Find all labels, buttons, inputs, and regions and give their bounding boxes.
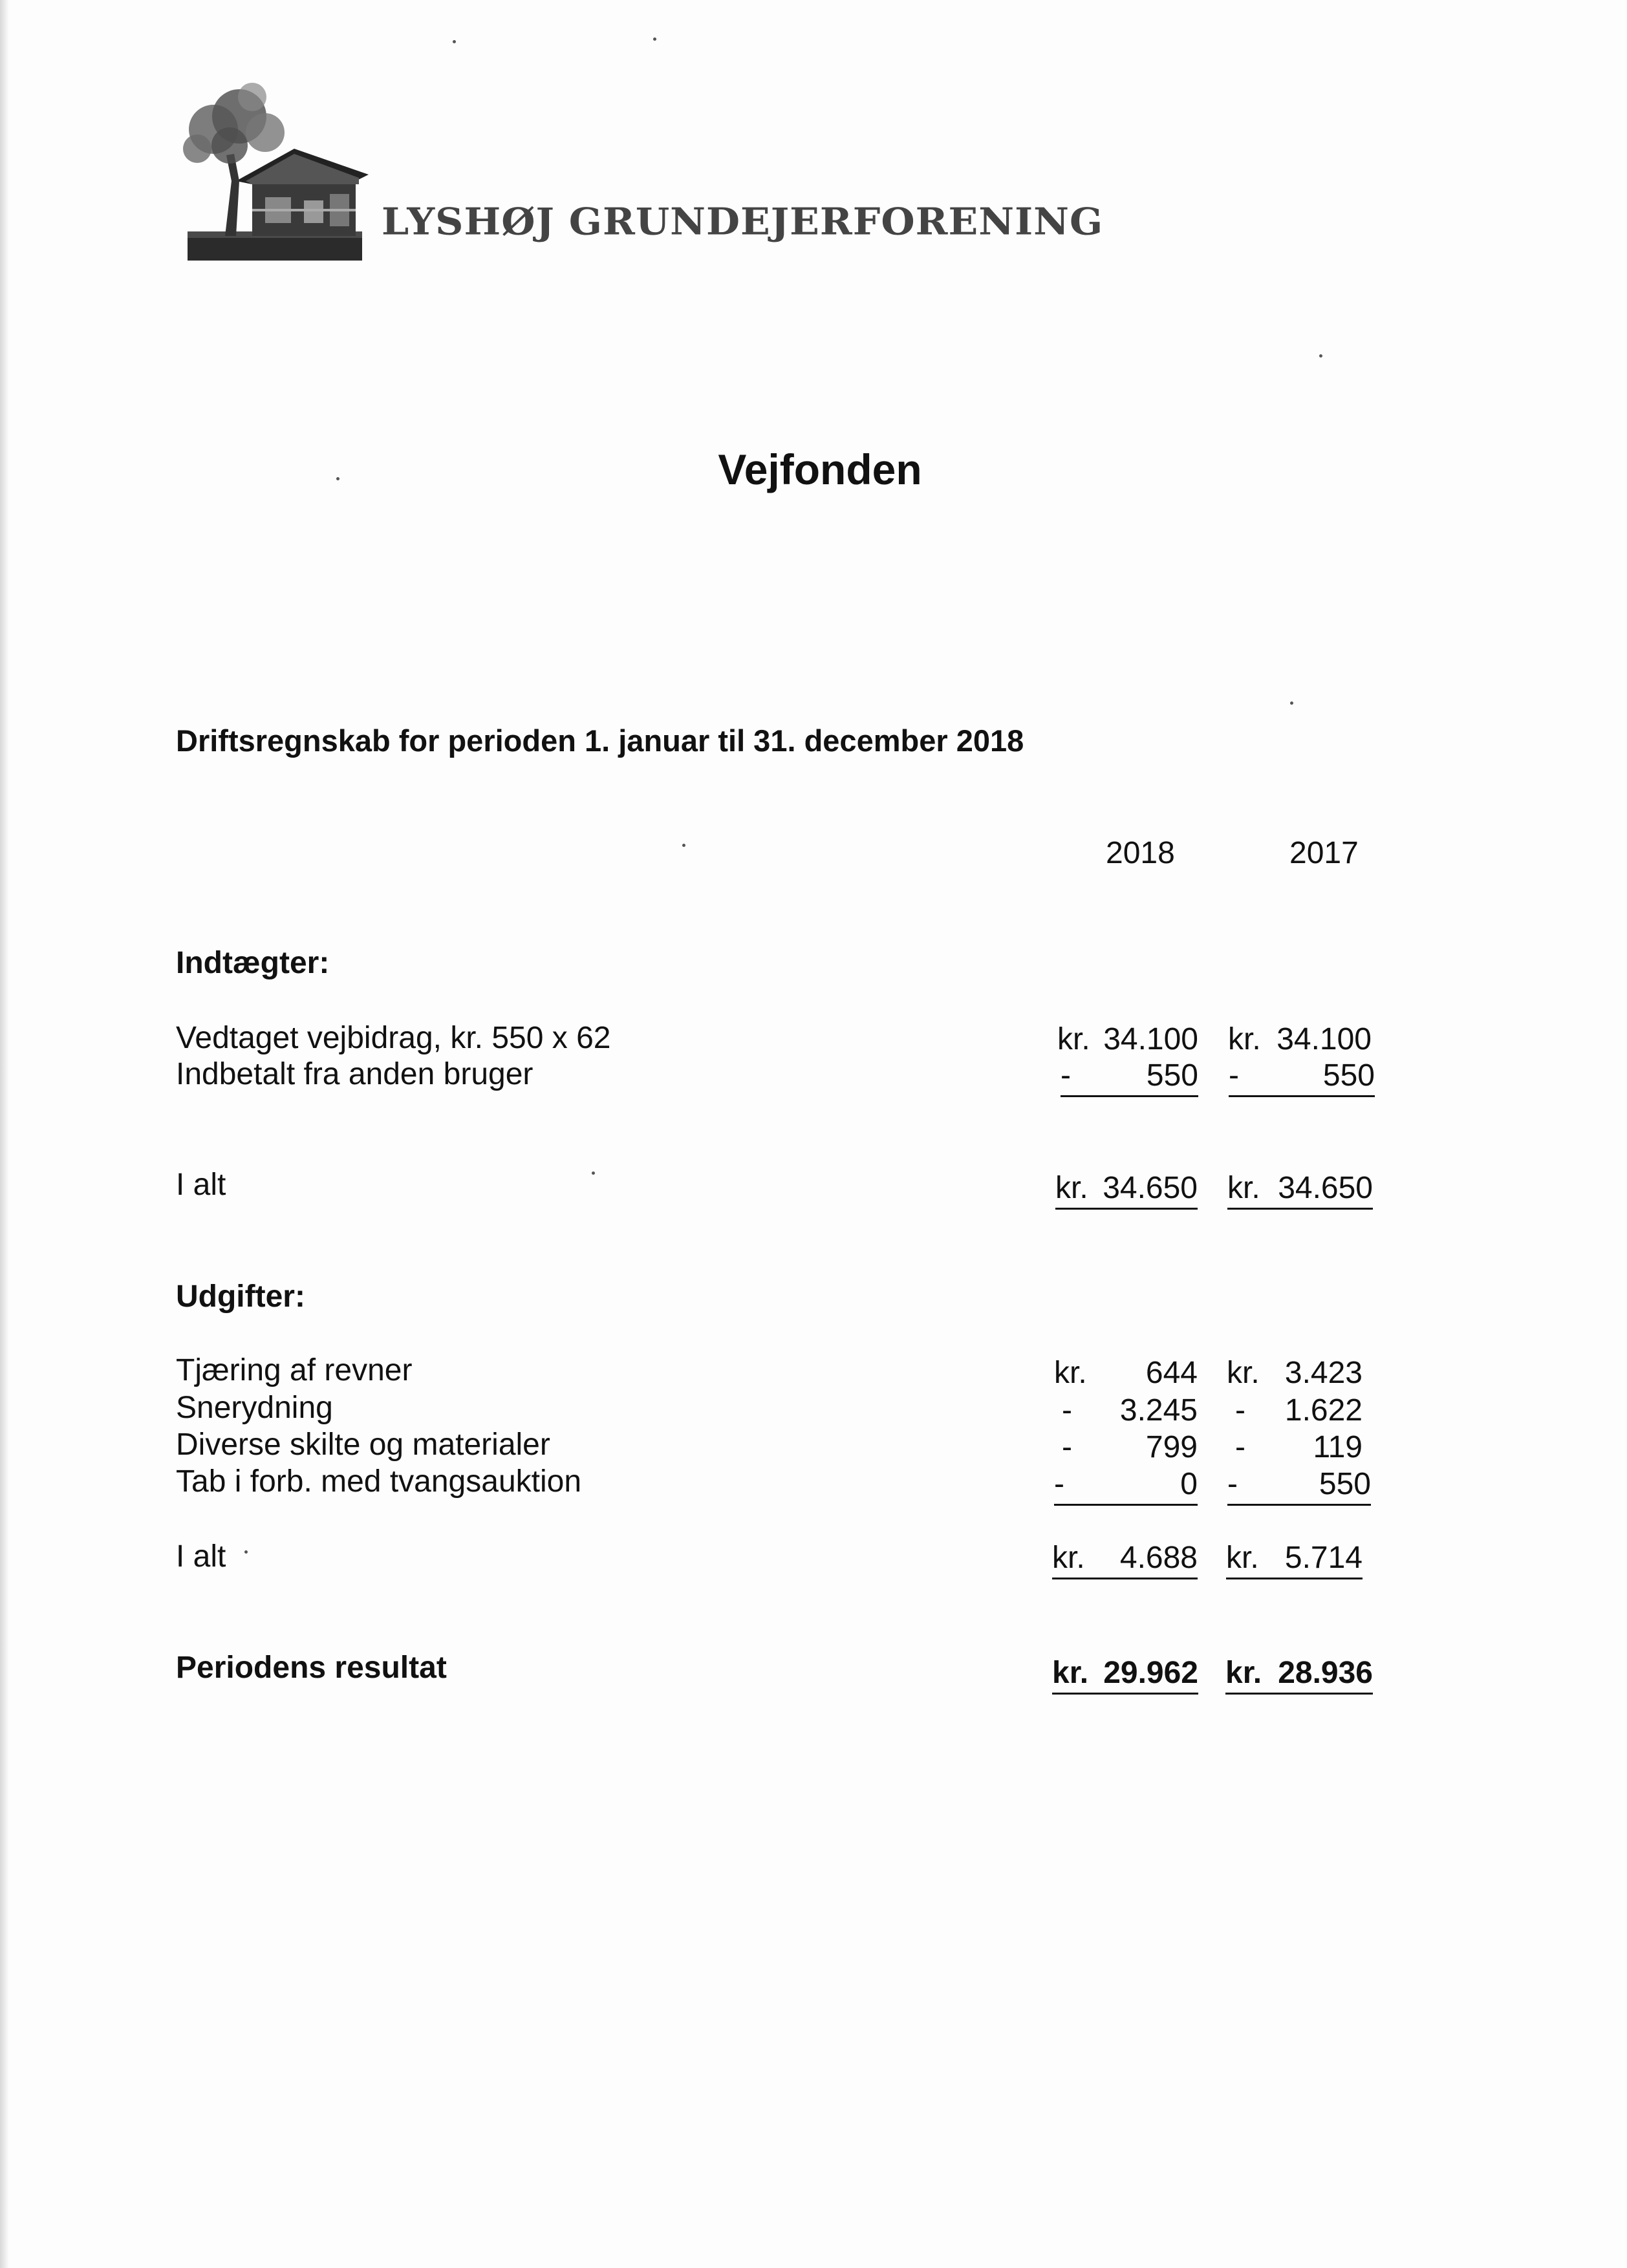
- income-row-label: Indbetalt fra anden bruger: [176, 1057, 533, 1091]
- amount-prefix: kr.: [1228, 1022, 1261, 1056]
- amount-prefix: -: [1229, 1058, 1239, 1093]
- scan-speck: [653, 37, 656, 41]
- scan-speck: [244, 1550, 248, 1554]
- amount-prefix: -: [1061, 1058, 1071, 1093]
- expense-row-amount-2017: [1235, 1429, 1363, 1467]
- amount-value: 550: [1319, 1467, 1371, 1501]
- amount-prefix: -: [1062, 1393, 1072, 1428]
- amount-prefix: kr.: [1052, 1541, 1085, 1575]
- amount-prefix: -: [1054, 1467, 1064, 1501]
- result-label: Periodens resultat: [176, 1651, 447, 1685]
- column-header-2018: 2018: [1106, 836, 1175, 870]
- expense-row-amount-2017: [1235, 1393, 1363, 1430]
- amount-value: 3.423: [1284, 1356, 1363, 1390]
- scan-speck: [1319, 354, 1322, 358]
- expense-row-label: Diverse skilte og materialer: [176, 1428, 550, 1462]
- expense-row-amount-2017: [1227, 1355, 1363, 1393]
- expenses-heading: Udgifter:: [176, 1279, 305, 1314]
- amount-value: 0: [1180, 1467, 1198, 1501]
- result-2018: [1052, 1655, 1198, 1695]
- expense-row-label: Snerydning: [176, 1391, 333, 1425]
- expenses-total-2017: [1226, 1540, 1363, 1579]
- amount-prefix: -: [1227, 1467, 1238, 1501]
- income-total-2017: [1227, 1170, 1373, 1210]
- expense-row-amount-2017: [1227, 1466, 1371, 1506]
- income-row-amount-2018: [1057, 1022, 1198, 1059]
- scan-speck: [453, 40, 456, 43]
- amount-prefix: kr.: [1057, 1022, 1090, 1056]
- amount-prefix: -: [1235, 1430, 1245, 1464]
- amount-value: 5.714: [1284, 1541, 1363, 1575]
- amount-prefix: kr.: [1055, 1171, 1088, 1205]
- income-row-amount-2017: [1229, 1058, 1375, 1097]
- amount-value: 34.650: [1278, 1171, 1373, 1205]
- amount-prefix: kr.: [1227, 1356, 1260, 1390]
- amount-value: 3.245: [1119, 1393, 1198, 1428]
- document-subtitle: Driftsregnskab for perioden 1. januar til 31. december 2018: [176, 723, 1024, 758]
- expense-row-amount-2018: [1062, 1393, 1198, 1430]
- expense-row-label: Tab i forb. med tvangsauktion: [176, 1464, 582, 1499]
- amount-prefix: kr.: [1225, 1656, 1262, 1690]
- scan-speck: [682, 844, 685, 847]
- amount-prefix: kr.: [1227, 1171, 1260, 1205]
- expenses-total-2018: [1052, 1540, 1198, 1579]
- income-total-label: I alt: [176, 1168, 226, 1202]
- amount-value: 550: [1322, 1058, 1375, 1093]
- document-title: Vejfonden: [718, 445, 922, 493]
- organization-name: LYSHØJ GRUNDEJERFORENING: [382, 200, 1104, 244]
- amount-value: 34.650: [1103, 1171, 1198, 1205]
- income-row-amount-2018: [1061, 1058, 1198, 1097]
- expense-row-label: Tjæring af revner: [176, 1353, 413, 1387]
- scan-speck: [592, 1171, 595, 1175]
- amount-value: 644: [1145, 1356, 1198, 1390]
- scan-speck: [336, 477, 339, 480]
- amount-prefix: kr.: [1052, 1656, 1089, 1690]
- column-header-2017: 2017: [1289, 836, 1359, 870]
- income-total-2018: [1055, 1170, 1198, 1210]
- scan-speck: [1290, 701, 1293, 705]
- expense-row-amount-2018: [1062, 1429, 1198, 1467]
- amount-value: 34.100: [1277, 1022, 1372, 1056]
- house-with-tree-icon: [175, 78, 369, 265]
- amount-prefix: kr.: [1226, 1541, 1259, 1575]
- amount-value: 550: [1146, 1058, 1198, 1093]
- expense-row-amount-2018: [1054, 1466, 1198, 1506]
- income-row-amount-2017: [1228, 1022, 1372, 1059]
- amount-prefix: kr.: [1054, 1356, 1087, 1390]
- amount-value: 799: [1145, 1430, 1198, 1464]
- amount-prefix: -: [1235, 1393, 1245, 1428]
- amount-prefix: -: [1062, 1430, 1072, 1464]
- income-row-label: Vedtaget vejbidrag, kr. 550 x 62: [176, 1021, 611, 1055]
- amount-value: 1.622: [1284, 1393, 1363, 1428]
- income-heading: Indtægter:: [176, 946, 330, 980]
- amount-value: 34.100: [1103, 1022, 1198, 1056]
- result-2017: [1225, 1655, 1373, 1695]
- expenses-total-label: I alt: [176, 1539, 226, 1574]
- amount-value: 29.962: [1103, 1656, 1198, 1690]
- amount-value: 119: [1313, 1430, 1363, 1464]
- scan-edge: [0, 0, 9, 2268]
- amount-value: 28.936: [1278, 1656, 1373, 1690]
- amount-value: 4.688: [1119, 1541, 1198, 1575]
- expense-row-amount-2018: [1054, 1355, 1198, 1393]
